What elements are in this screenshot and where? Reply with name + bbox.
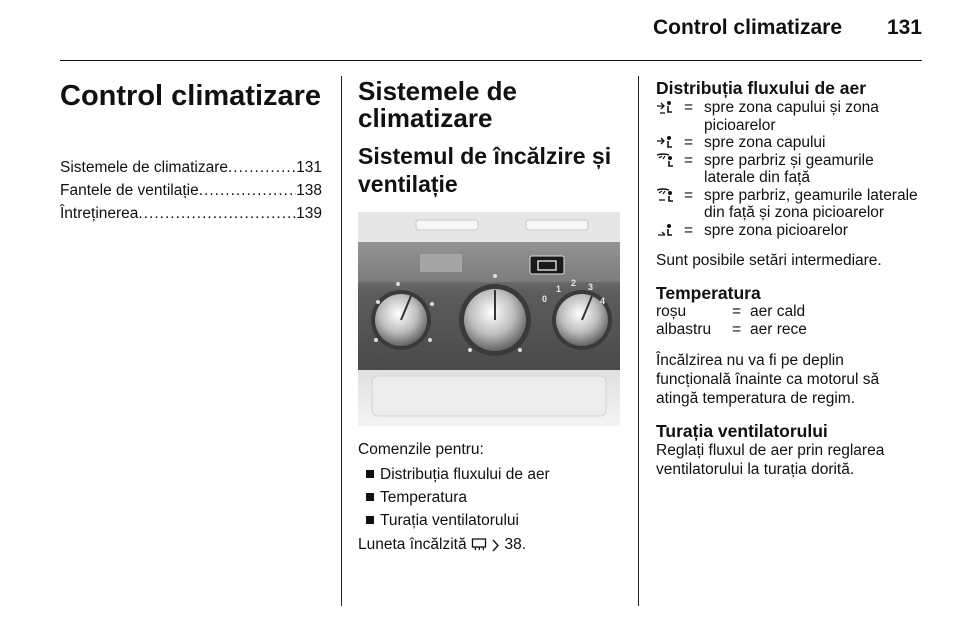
temperature-list bbox=[656, 303, 918, 338]
toc-label: Întreținerea bbox=[60, 205, 139, 222]
rear-defrost-icon bbox=[471, 537, 487, 557]
rear-window-page-ref[interactable]: 38. bbox=[504, 536, 527, 553]
fan-speed-heading: Turația ventilatorului bbox=[656, 421, 828, 441]
list-item: = spre zona picioarelor bbox=[656, 222, 918, 240]
toc-page: 138 bbox=[296, 182, 322, 199]
feet-icon bbox=[656, 222, 684, 240]
column-toc bbox=[60, 74, 322, 225]
fan-speed-text: Reglați fluxul de aer prin reglarea ventilatorului la turația dorită. bbox=[656, 442, 885, 478]
windscreen-feet-icon bbox=[656, 187, 684, 222]
fan-speed-label: 3 bbox=[588, 282, 594, 292]
header-title: Control climatizare bbox=[652, 16, 842, 39]
toc-page: 139 bbox=[296, 205, 322, 222]
toc-leader bbox=[199, 179, 296, 202]
fan-speed-label: 2 bbox=[571, 278, 577, 288]
bullet-icon bbox=[366, 493, 374, 501]
head-icon bbox=[656, 134, 684, 152]
list-item: = spre zona capului și zona picioarelor bbox=[656, 99, 918, 134]
toc-label: Fantele de ventilație bbox=[60, 182, 199, 199]
chapter-title: Control climatizare bbox=[60, 80, 322, 112]
air-distribution-list bbox=[656, 99, 918, 239]
rear-window-line: Luneta încălzită 38. bbox=[358, 535, 622, 557]
list-item: Distribuția fluxului de aer bbox=[358, 463, 622, 486]
list-item: = spre parbriz și geamurile laterale din față bbox=[656, 152, 918, 187]
toc-item[interactable] bbox=[60, 202, 322, 225]
list-item: Turația ventilatorului bbox=[358, 509, 622, 532]
bullet-icon bbox=[366, 470, 374, 478]
cross-reference-icon bbox=[491, 538, 500, 557]
list-item: = spre zona capului bbox=[656, 134, 918, 152]
intermediate-note: Sunt posibile setări intermediare. bbox=[656, 252, 882, 269]
toc-label: Sistemele de climatizare bbox=[60, 159, 228, 176]
toc-page: 131 bbox=[296, 159, 322, 176]
table-of-contents bbox=[60, 156, 322, 225]
heating-note: Încălzirea nu va fi pe deplin funcțională înainte ca motorul să atingă temperatura de regim. bbox=[656, 352, 880, 407]
fan-speed-label: 4 bbox=[600, 296, 606, 306]
subsection-heading: Sistemul de încălzire și ventilație bbox=[358, 143, 612, 197]
controls-list bbox=[358, 463, 622, 532]
air-distribution-heading: Distribuția fluxului de aer bbox=[656, 78, 867, 98]
windscreen-icon bbox=[656, 152, 684, 187]
toc-item[interactable] bbox=[60, 179, 322, 202]
temperature-heading: Temperatura bbox=[656, 283, 761, 303]
head-and-feet-icon bbox=[656, 99, 684, 134]
column-details bbox=[656, 78, 918, 479]
header-rule bbox=[60, 60, 922, 61]
column-divider-2 bbox=[638, 76, 639, 606]
controls-intro: Comenzile pentru: bbox=[358, 441, 484, 458]
bullet-icon bbox=[366, 516, 374, 524]
toc-item[interactable] bbox=[60, 156, 322, 179]
toc-leader bbox=[228, 156, 296, 179]
fan-speed-label: 0 bbox=[542, 294, 548, 304]
section-heading: Sistemele de climatizare bbox=[358, 76, 517, 133]
list-item: roșu = aer cald bbox=[656, 303, 806, 320]
list-item: Temperatura bbox=[358, 486, 622, 509]
list-item: = spre parbriz, geamurile laterale din față și zona picioarelor bbox=[656, 187, 918, 222]
list-item: albastru = aer rece bbox=[656, 320, 807, 338]
fan-speed-label: 1 bbox=[556, 284, 562, 294]
column-divider-1 bbox=[341, 76, 342, 606]
page-number: 131 bbox=[886, 16, 922, 39]
climate-panel-illustration bbox=[358, 212, 620, 426]
column-systems bbox=[358, 74, 622, 557]
toc-leader bbox=[138, 202, 296, 225]
